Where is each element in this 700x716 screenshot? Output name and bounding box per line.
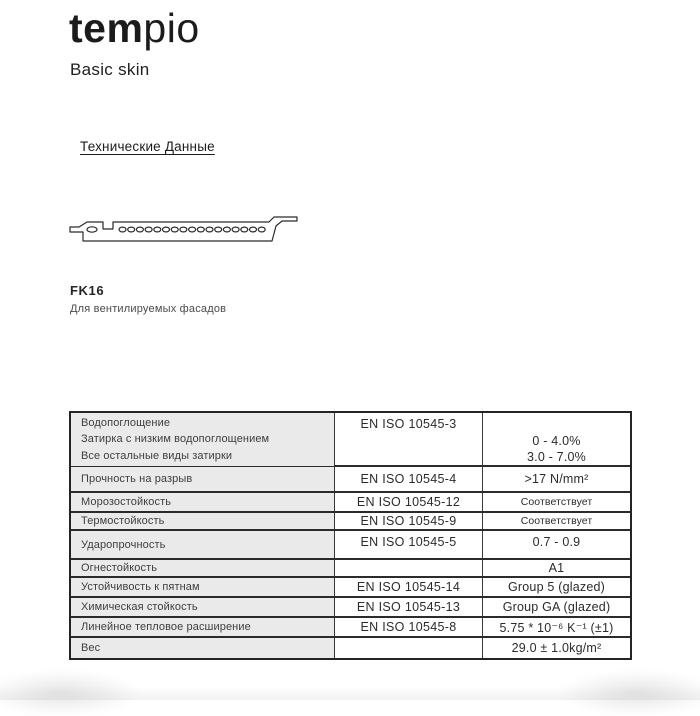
spec-value: >17 N/mm²	[524, 472, 589, 486]
spec-standard: EN ISO 10545-5	[335, 531, 483, 558]
section-heading: Технические Данные	[80, 139, 215, 154]
table-row	[71, 576, 630, 596]
spec-value: 5.75 * 10⁻⁶ K⁻¹ (±1)	[499, 620, 614, 635]
spec-label	[71, 413, 335, 466]
spec-label: Прочность на разрыв	[71, 467, 335, 491]
spec-label: Ударопрочность	[71, 531, 335, 558]
spec-value: Соответствует	[520, 515, 593, 527]
spec-value-line: 3.0 - 7.0%	[527, 450, 586, 464]
spec-label-line: Все остальные виды затирки	[81, 449, 233, 462]
spec-value: 29.0 ± 1.0kg/m²	[511, 641, 602, 655]
spec-value: 0.7 - 0.9	[532, 535, 581, 549]
spec-label: Огнестойкость	[71, 560, 335, 576]
product-line-name: Basic skin	[70, 60, 150, 79]
spec-standard	[335, 638, 483, 658]
spec-label: Линейное тепловое расширение	[71, 618, 335, 636]
spec-standard: EN ISO 10545-12	[335, 493, 483, 511]
table-row	[71, 465, 630, 491]
table-row	[71, 596, 630, 616]
spec-label: Термостойкость	[71, 513, 335, 529]
spec-table	[69, 411, 632, 660]
spec-value: Соответствует	[520, 496, 593, 508]
table-row	[71, 636, 630, 658]
spec-value	[483, 413, 630, 466]
page-shadow-bottom-left	[0, 670, 142, 716]
spec-label: Химическая стойкость	[71, 598, 335, 616]
spec-label: Морозостойкость	[71, 493, 335, 511]
table-row	[71, 491, 630, 511]
page-shadow-bottom-right	[558, 670, 700, 716]
spec-label: Устойчивость к пятнам	[71, 578, 335, 596]
spec-standard: EN ISO 10545-14	[335, 578, 483, 596]
table-row	[71, 616, 630, 636]
brand-logo-light: pio	[143, 5, 200, 51]
spec-label: Вес	[71, 638, 335, 658]
brand-logo-bold: tem	[69, 5, 144, 51]
table-row	[71, 511, 630, 529]
product-description: Для вентилируемых фасадов	[70, 303, 227, 315]
spec-standard: EN ISO 10545-13	[335, 598, 483, 616]
spec-standard	[335, 560, 483, 576]
panel-cross-section-drawing	[66, 212, 306, 248]
spec-standard: EN ISO 10545-4	[335, 467, 483, 491]
spec-label-line: Водопоглощение	[81, 416, 171, 429]
table-row	[71, 413, 630, 465]
page-shadow-bottom	[0, 686, 700, 700]
spec-standard: EN ISO 10545-9	[335, 513, 483, 529]
spec-value-line: 0 - 4.0%	[532, 433, 581, 448]
spec-value: Group GA (glazed)	[502, 600, 611, 614]
spec-standard: EN ISO 10545-8	[335, 618, 483, 636]
table-row	[71, 529, 630, 558]
spec-label-line: Затирка с низким водопоглощением	[81, 433, 270, 445]
table-row	[71, 558, 630, 576]
spec-standard: EN ISO 10545-3	[335, 413, 483, 466]
spec-value: Group 5 (glazed)	[508, 580, 605, 594]
brand-logo	[69, 5, 200, 51]
product-code: FK16	[70, 283, 105, 298]
spec-value: A1	[548, 561, 565, 575]
